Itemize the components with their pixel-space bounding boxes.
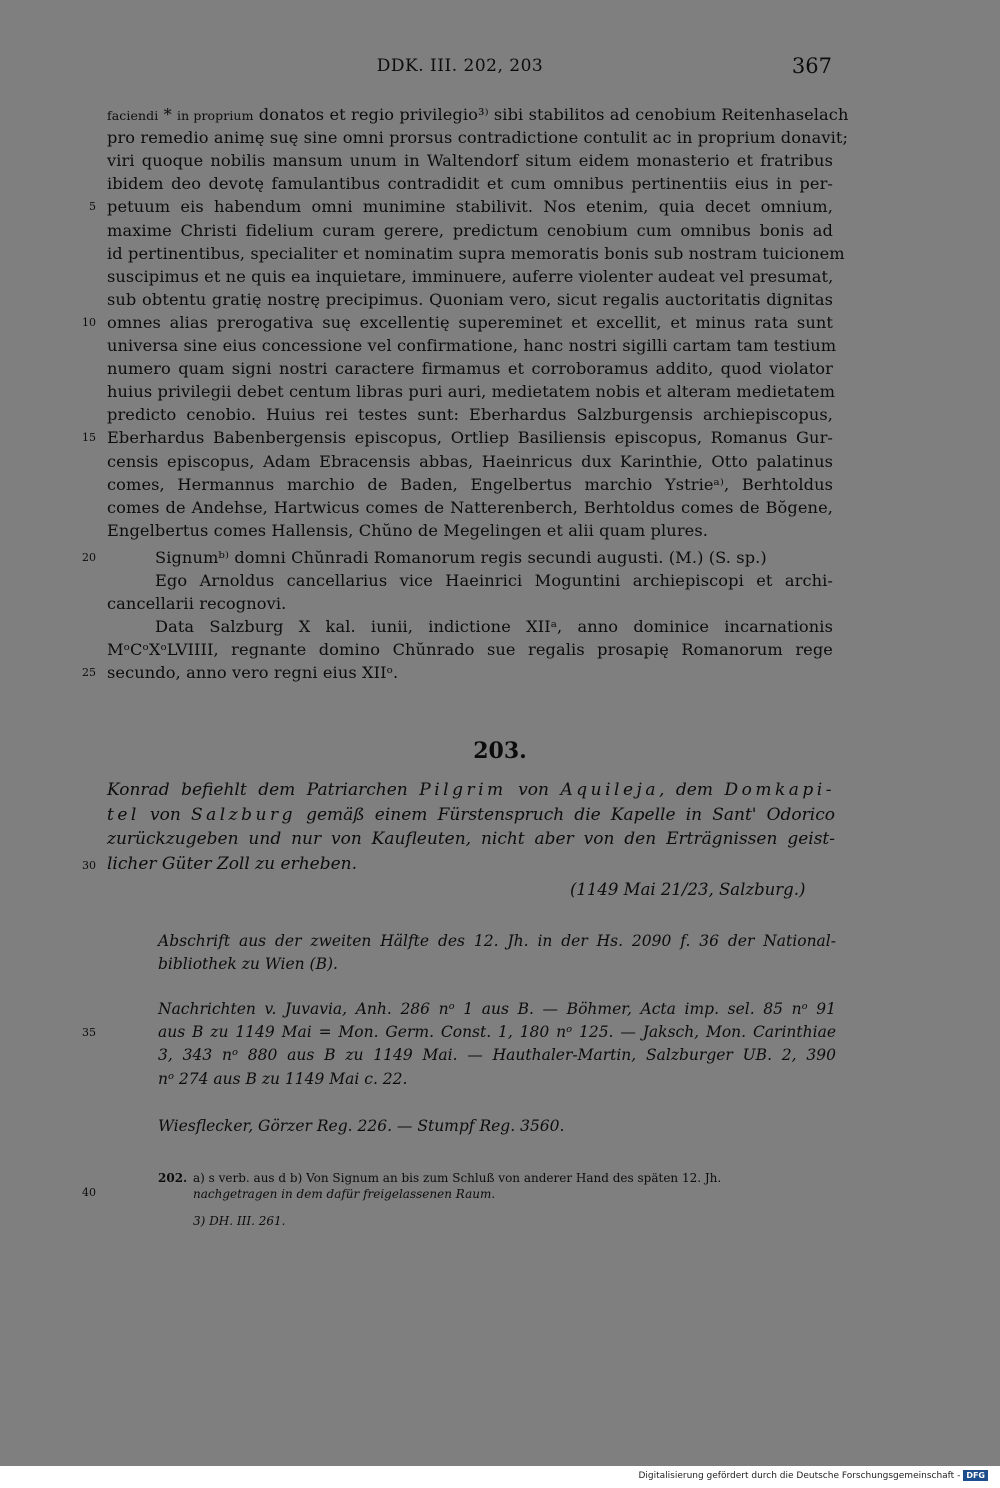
text-run: Engelbertus comes Hallensis, Chŭno de Megelingen et alii quam plures. bbox=[107, 520, 708, 540]
text-run: maxime Christi fidelium curam gerere, predictum cenobium cum omnibus bonis ad bbox=[107, 220, 833, 240]
text-run: licher Güter Zoll zu erheben. bbox=[107, 853, 358, 874]
text-line bbox=[107, 661, 833, 684]
dfg-logo-icon: DFG bbox=[963, 1470, 988, 1481]
text-line bbox=[107, 450, 833, 473]
text-run: censis episcopus, Adam Ebracensis abbas, Haeinricus dux Karinthie, Otto palatinus bbox=[107, 451, 833, 471]
text-run: suscipimus et ne quis ea inquietare, imminuere, auferre violenter audeat vel presumat, bbox=[107, 266, 834, 286]
line-number: 40 bbox=[82, 1186, 96, 1199]
text-run: comes de Andehse, Hartwicus comes de Natterenberch, Berhtoldus comes de Bŏgene, bbox=[107, 497, 833, 517]
text-line bbox=[107, 357, 833, 380]
text-run: faciendi bbox=[107, 108, 159, 123]
text-run: Data Salzburg X kal. iunii, indictione XIIᵃ, anno dominice incarnationis bbox=[155, 617, 833, 637]
text-line bbox=[107, 473, 833, 496]
text-line bbox=[107, 265, 833, 288]
text-run: huius privilegii debet centum libras puri auri, medietatem nobis et alteram medietatem bbox=[107, 382, 836, 402]
text-run: Signumᵇ⁾ domni Chŭnradi Romanorum regis secundi augusti. (M.) (S. sp.) bbox=[155, 547, 767, 567]
line-number: 5 bbox=[89, 200, 96, 214]
footer-credit bbox=[638, 1470, 988, 1481]
apparatus-line: bibliothek zu Wien (B). bbox=[158, 955, 338, 974]
text-line bbox=[155, 615, 833, 638]
regest-line bbox=[107, 852, 835, 877]
footnote-line: nachgetragen in dem dafür freigelassenen Raum. bbox=[193, 1187, 496, 1201]
apparatus-line: nᵒ 274 aus B zu 1149 Mai c. 22. bbox=[158, 1069, 408, 1088]
line-number: 15 bbox=[82, 431, 96, 445]
text-run: Ego Arnoldus cancellarius vice Haeinrici Moguntini archiepiscopi et archi- bbox=[155, 571, 833, 590]
text-run: MᵒCᵒXᵒLVIIII, regnante domino Chŭnrado sue regalis prosapię Romanorum rege bbox=[107, 640, 833, 660]
text-run: id pertinentibus, specialiter et nominatim supra memoratis bonis sub nostram tuicionem bbox=[107, 243, 845, 263]
line-number: 30 bbox=[82, 858, 96, 872]
text-run: Aquileja bbox=[560, 780, 659, 800]
text-line bbox=[107, 195, 833, 218]
text-run: universa sine eius concessione vel confirmatione, hanc nostri sigilli cartam tam testium bbox=[107, 336, 837, 355]
text-run: petuum eis habendum omni munimine stabilivit. Nos etenim, quia decet omnium, bbox=[107, 197, 833, 217]
text-line bbox=[107, 426, 833, 449]
text-line bbox=[155, 569, 833, 592]
text-line bbox=[107, 380, 836, 403]
text-run: zurückzugeben und nur von Kaufleuten, nicht aber von den Erträgnissen geist- bbox=[107, 829, 835, 849]
document-number: 203. bbox=[473, 738, 527, 764]
text-line bbox=[155, 546, 833, 569]
text-run: Salzburg bbox=[190, 804, 296, 825]
text-line bbox=[107, 592, 833, 615]
line-number: 10 bbox=[82, 315, 96, 329]
apparatus-line: Abschrift aus der zweiten Hälfte des 12. Jh. in der Hs. 2090 f. 36 der National- bbox=[158, 932, 836, 950]
page-number: 367 bbox=[791, 54, 832, 78]
dateline: (1149 Mai 21/23, Salzburg.) bbox=[570, 880, 806, 899]
text-run: von bbox=[139, 804, 191, 825]
line-number: 20 bbox=[82, 550, 96, 564]
text-run: pro remedio animę suę sine omni prorsus contradictione contulit ac in proprium donavit; bbox=[107, 128, 849, 148]
text-run: Eberhardus Babenbergensis episcopus, Ortliep Basiliensis episcopus, Romanus Gur- bbox=[107, 428, 833, 448]
text-run: cancellarii recognovi. bbox=[107, 594, 287, 614]
line-number: 25 bbox=[82, 666, 96, 680]
text-run: predicto cenobio. Huius rei testes sunt: Eberhardus Salzburgensis archiepiscopus, bbox=[107, 405, 833, 425]
text-line bbox=[107, 103, 849, 127]
text-line bbox=[107, 288, 833, 311]
regest-line bbox=[107, 778, 835, 803]
text-line bbox=[107, 403, 833, 426]
apparatus-line: Wiesflecker, Görzer Reg. 226. — Stumpf Reg. 3560. bbox=[158, 1117, 565, 1135]
footnote-line: 3) DH. III. 261. bbox=[193, 1214, 286, 1228]
text-run: omnes alias prerogativa suę excellentię supereminet et excellit, et minus rata sunt bbox=[107, 312, 833, 332]
text-line bbox=[107, 519, 833, 542]
text-line bbox=[107, 334, 837, 357]
text-line bbox=[107, 638, 833, 661]
apparatus-line: 3, 343 nᵒ 880 aus B zu 1149 Mai. — Hauthaler-Martin, Salzburger UB. 2, 390 bbox=[158, 1046, 836, 1065]
regest-line bbox=[107, 827, 835, 852]
text-line bbox=[107, 496, 833, 519]
text-run: donatos et regio privilegio³⁾ sibi stabilitos ad cenobium Reitenhaselach bbox=[253, 105, 849, 124]
text-run: comes, Hermannus marchio de Baden, Engelbertus marchio Ystrieᵃ⁾, Berhtoldus bbox=[107, 474, 833, 494]
text-run: viri quoque nobilis mansum unum in Waltendorf situm eidem monasterio et fratribus bbox=[107, 151, 833, 171]
text-line bbox=[107, 172, 833, 195]
text-run: von bbox=[506, 780, 561, 800]
text-run: sub obtentu gratię nostrę precipimus. Quoniam vero, sicut regalis auctoritatis dignitas bbox=[107, 289, 833, 309]
apparatus-line: aus B zu 1149 Mai = Mon. Germ. Const. 1, 180 nᵒ 125. — Jaksch, Mon. Carinthiae bbox=[158, 1023, 836, 1042]
text-run: Domkapi- bbox=[724, 780, 835, 800]
footnote-line: a) s verb. aus d b) Von Signum an bis zum Schluß von anderer Hand des späten 12. Jh. bbox=[193, 1171, 722, 1185]
regest-line bbox=[107, 803, 835, 828]
text-line bbox=[107, 126, 849, 149]
line-number: 35 bbox=[82, 1026, 96, 1040]
text-line bbox=[107, 149, 833, 172]
text-line bbox=[107, 242, 845, 265]
text-run: , dem bbox=[658, 780, 725, 800]
text-run: tel bbox=[107, 804, 140, 825]
text-run: Konrad befiehlt dem Patriarchen bbox=[107, 780, 420, 800]
text-run: Pilgrim bbox=[419, 780, 507, 800]
text-run: ibidem deo devotę famulantibus contradidit et cum omnibus pertinentiis eius in per- bbox=[107, 174, 833, 194]
text-run: secundo, anno vero regni eius XIIᵒ. bbox=[107, 663, 399, 683]
footnote-doc-ref: 202. bbox=[158, 1171, 188, 1185]
footer-text: Digitalisierung gefördert durch die Deutsche Forschungsgemeinschaft - bbox=[638, 1471, 961, 1481]
text-run: gemäß einem Fürstenspruch die Kapelle in Sant' Odorico bbox=[295, 804, 835, 825]
text-run: numero quam signi nostri caractere firmamus et corroboramus addito, quod violator bbox=[107, 359, 833, 379]
text-run: * bbox=[158, 105, 178, 124]
text-line bbox=[107, 219, 833, 242]
apparatus-line: Nachrichten v. Juvavia, Anh. 286 nᵒ 1 aus B. — Böhmer, Acta imp. sel. 85 nᵒ 91 bbox=[158, 1000, 836, 1018]
running-title: DDK. III. 202, 203 bbox=[376, 56, 544, 76]
text-run: in proprium bbox=[177, 108, 254, 123]
text-line bbox=[107, 311, 833, 334]
